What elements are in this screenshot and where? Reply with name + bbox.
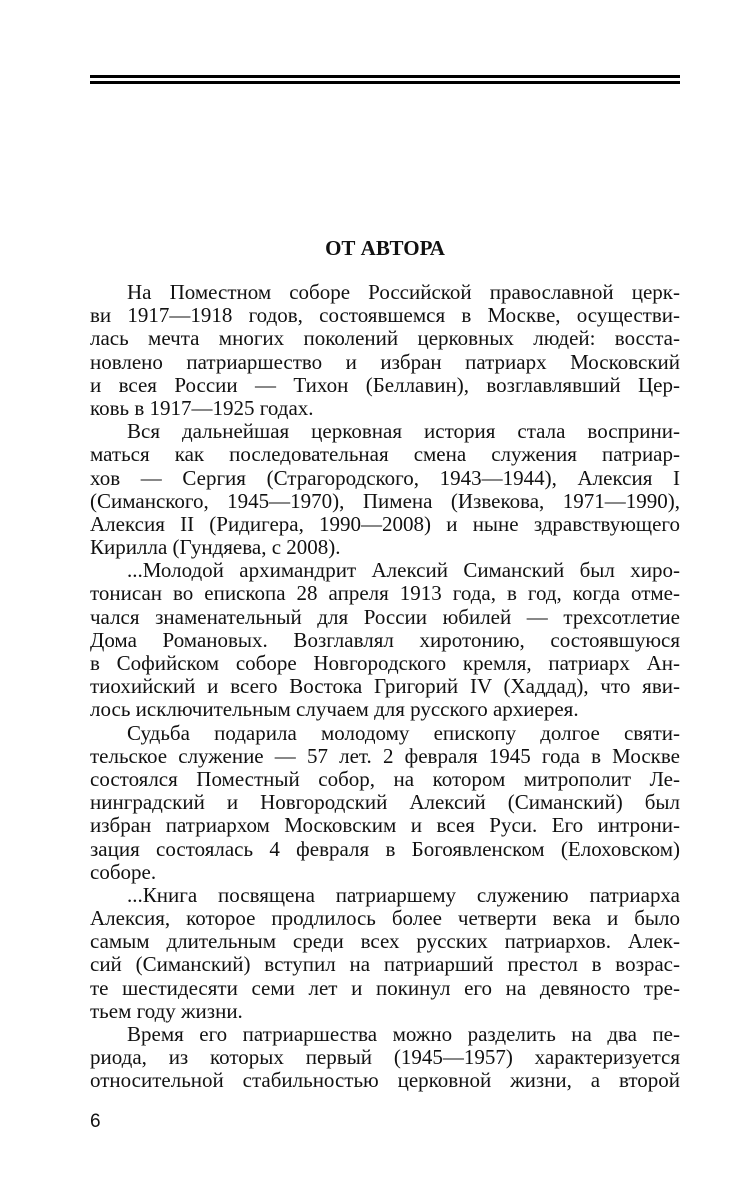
text-line: маться как последовательная смена служения патриар- [90,442,680,467]
text-line: риода, из которых первый (1945—1957) характеризуется [90,1045,680,1070]
text-line: ...Книга посвящена патриаршему служению патриарха [127,882,680,907]
text-line: самым длительным среди всех русских патриархов. Алек- [90,929,680,954]
text-line: ...Молодой архимандрит Алексий Симанский был хиро- [127,558,680,583]
text-line: ковь в 1917—1925 годах. [90,395,314,420]
header-rule-top [90,75,680,78]
text-line: в Софийском соборе Новгородского кремля, патриарх Ан- [90,651,680,675]
body-text [90,281,680,1093]
text-line: На Поместном соборе Российской православной церк- [127,280,680,304]
text-line: чался знаменательный для России юбилей — трехсотлетие [90,604,680,629]
text-line: Алексия, которое продлилось более четверти века и было [90,906,680,931]
paragraph [90,559,680,721]
text-line: Время его патриаршества можно разделить на два пе- [127,1022,680,1046]
text-line: хов — Сергия (Страгородского, 1943—1944), Алексия I [90,465,680,490]
paragraph [90,722,680,884]
text-line: тонисан во епископа 28 апреля 1913 года, в год, когда отме- [90,581,680,606]
text-line: сий (Симанский) вступил на патриарший престол в возрас- [90,952,680,977]
paragraph [90,1023,680,1093]
page-number: 6 [90,1111,101,1132]
text-line: ви 1917—1918 годов, состоявшемся в Москве, осуществи- [90,303,680,328]
text-line: состоялся Поместный собор, на котором митрополит Ле- [90,766,680,791]
text-line: новлено патриаршество и избран патриарх Московский [90,349,680,374]
text-line: Судьба подарила молодому епископу долгое святи- [127,720,680,745]
header-rule-bottom [90,81,680,84]
text-line: и всея России — Тихон (Беллавин), возглавлявший Цер- [90,372,680,397]
chapter-title: ОТ АВТОРА [325,236,445,260]
text-line: тельское служение — 57 лет. 2 февраля 1945 года в Москве [90,743,680,768]
text-line: лось исключительным случаем для русского архиерея. [90,697,579,722]
text-line: лась мечта многих поколений церковных людей: восста- [90,326,680,351]
text-line: зация состоялась 4 февраля в Богоявленском (Елоховском) [90,836,680,861]
text-line: Алексия II (Ридигера, 1990—2008) и ныне здравствующего [90,511,680,536]
text-line: относительной стабильностью церковной жизни, а второй [90,1068,680,1093]
text-line: Вся дальнейшая церковная история стала восприни- [127,419,680,444]
text-line: избран патриархом Московским и всея Руси. Его интрони- [90,813,680,838]
text-line: Дома Романовых. Возглавлял хиротонию, состоявшуюся [90,627,680,652]
text-line: тиохийский и всего Востока Григорий IV (Хаддад), что яви- [90,674,680,699]
text-line: нинградский и Новгородский Алексий (Симанский) был [90,790,680,815]
text-line: (Симанского, 1945—1970), Пимена (Извекова, 1971—1990), [90,488,680,513]
text-line: тьем году жизни. [90,998,243,1023]
text-line: соборе. [90,859,157,884]
text-line: Кирилла (Гундяева, с 2008). [90,535,341,560]
paragraph [90,281,680,420]
paragraph [90,420,680,559]
text-line: те шестидесяти семи лет и покинул его на девяносто тре- [90,975,680,1000]
paragraph [90,884,680,1023]
